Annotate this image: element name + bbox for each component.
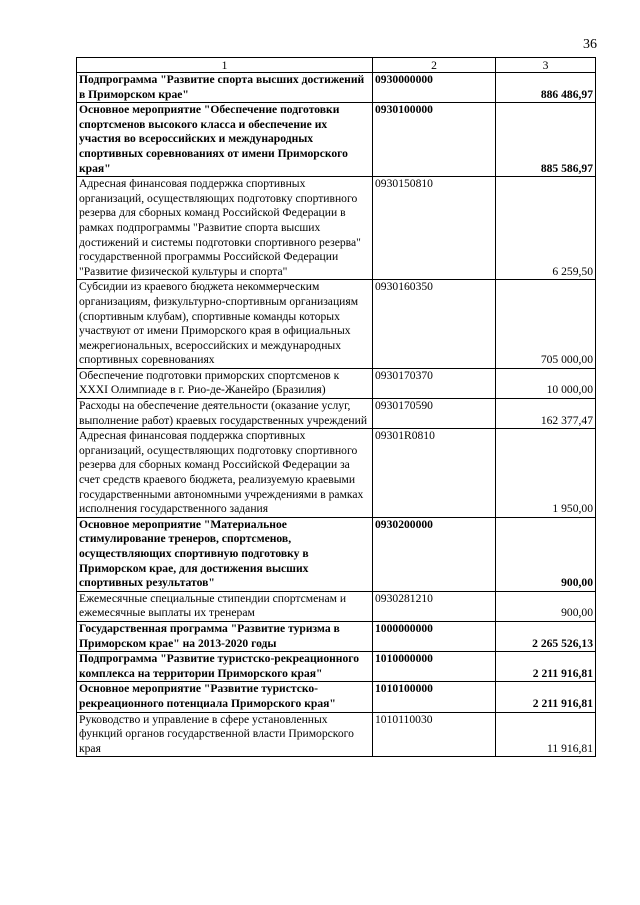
row-code-cell: 1000000000 [373,621,496,651]
row-amount-cell: 2 211 916,81 [496,682,596,712]
column-header-1: 1 [77,58,373,73]
page-number: 36 [583,37,597,52]
row-name-cell: Субсидии из краевого бюджета некоммерческим организациям, физкультурно-спортивным организациям (спортивным клубам), спортивные команды которых участвуют от имени Приморского края в официальных межрегиональных, всероссийских и международных спортивных соревнованиях [77,280,373,369]
column-header-3: 3 [496,58,596,73]
table-row [77,517,596,591]
row-code-cell: 09301R0810 [373,429,496,518]
table-header-row [77,58,596,73]
table-row [77,712,596,757]
table-row [77,73,596,103]
row-amount-cell: 705 000,00 [496,280,596,369]
row-code-cell: 0930160350 [373,280,496,369]
row-name-cell: Подпрограмма "Развитие туристско-рекреационного комплекса на территории Приморского края" [77,652,373,682]
row-name-cell: Основное мероприятие "Обеспечение подготовки спортсменов высокого класса и обеспечение их участия во всероссийских и международных спортивных соревнованиях от имени Приморского края" [77,103,373,177]
row-code-cell: 0930150810 [373,177,496,280]
row-amount-cell: 1 950,00 [496,429,596,518]
row-code-cell: 0930200000 [373,517,496,591]
table-row [77,280,596,369]
row-name-cell: Основное мероприятие "Развитие туристско-рекреационного потенциала Приморского края" [77,682,373,712]
row-code-cell: 0930100000 [373,103,496,177]
row-amount-cell: 886 486,97 [496,73,596,103]
row-code-cell: 1010110030 [373,712,496,757]
row-name-cell: Государственная программа "Развитие туризма в Приморском крае" на 2013-2020 годы [77,621,373,651]
row-name-cell: Расходы на обеспечение деятельности (оказание услуг, выполнение работ) краевых государственных учреждений [77,399,373,429]
table-row [77,429,596,518]
table-row [77,652,596,682]
row-code-cell: 0930000000 [373,73,496,103]
row-name-cell: Адресная финансовая поддержка спортивных организаций, осуществляющих подготовку спортивного резерва для сборных команд Российской Федерации в рамках подпрограммы "Развитие спорта высших достижений и системы подготовки спортивного резерва" государственной программы Российской Федерации "Развитие физической культуры и спорта" [77,177,373,280]
row-amount-cell: 162 377,47 [496,399,596,429]
table-row [77,103,596,177]
budget-table [76,57,596,757]
row-name-cell: Обеспечение подготовки приморских спортсменов к XXXI Олимпиаде в г. Рио-де-Жанейро (Бразилия) [77,368,373,398]
table-row [77,177,596,280]
row-name-cell: Ежемесячные специальные стипендии спортсменам и ежемесячные выплаты их тренерам [77,591,373,621]
row-amount-cell: 900,00 [496,517,596,591]
row-name-cell: Адресная финансовая поддержка спортивных организаций, осуществляющих подготовку спортивного резерва для сборных команд Российской Федерации за счет средств краевого бюджета, реализуемую краевыми государственными автономными учреждениями в рамках исполнения государственного задания [77,429,373,518]
row-code-cell: 0930170590 [373,399,496,429]
row-amount-cell: 2 265 526,13 [496,621,596,651]
row-name-cell: Основное мероприятие "Материальное стимулирование тренеров, спортсменов, осуществляющих спортивную подготовку в Приморском крае, для достижения высших спортивных результатов" [77,517,373,591]
row-code-cell: 1010100000 [373,682,496,712]
row-name-cell: Руководство и управление в сфере установленных функций органов государственной власти Приморского края [77,712,373,757]
table-row [77,621,596,651]
table-row [77,399,596,429]
row-name-cell: Подпрограмма "Развитие спорта высших достижений в Приморском крае" [77,73,373,103]
row-amount-cell: 885 586,97 [496,103,596,177]
row-amount-cell: 6 259,50 [496,177,596,280]
table-row [77,368,596,398]
row-amount-cell: 900,00 [496,591,596,621]
row-amount-cell: 11 916,81 [496,712,596,757]
table-row [77,682,596,712]
row-code-cell: 0930170370 [373,368,496,398]
column-header-2: 2 [373,58,496,73]
table-row [77,591,596,621]
row-amount-cell: 2 211 916,81 [496,652,596,682]
row-amount-cell: 10 000,00 [496,368,596,398]
row-code-cell: 1010000000 [373,652,496,682]
row-code-cell: 0930281210 [373,591,496,621]
